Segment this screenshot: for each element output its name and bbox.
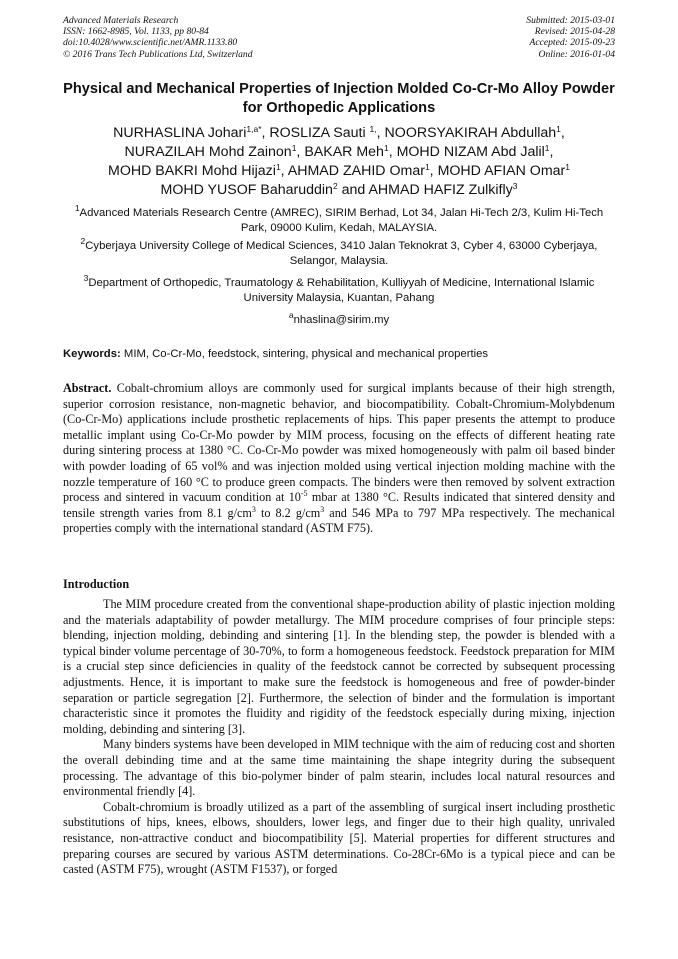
date-submitted: Submitted: 2015-03-01 xyxy=(526,15,615,26)
journal-info xyxy=(63,15,253,60)
author: AHMAD ZAHID Omar$^1$, xyxy=(287,162,438,179)
affiliation-3: $^3$Department of Orthopedic, Traumatology & Rehabilitation, Kulliyyah of Medicine, International Islamic University Malaysia, Kuantan, Pahang xyxy=(83,273,595,304)
author: NURHASLINA Johari$^{1,a*}$, xyxy=(113,124,270,141)
keywords-text: MIM, Co-Cr-Mo, feedstock, sintering, physical and mechanical properties xyxy=(120,348,489,360)
date-accepted: Accepted: 2015-09-23 xyxy=(529,37,615,49)
paper-title: Physical and Mechanical Properties of Injection Molded Co-Cr-Mo Alloy Powder for Orthopedic Applications xyxy=(63,81,615,116)
date-revised: Revised: 2015-04-28 xyxy=(534,26,615,38)
journal-doi: doi:10.4028/www.scientific.net/AMR.1133.80 xyxy=(63,37,238,49)
date-online: Online: 2016-01-04 xyxy=(538,48,615,60)
affiliation-2: $^2$Cyberjaya University College of Medical Sciences, 3410 Jalan Teknokrat 3, Cyber 4, 63000 Cyberjaya, Selangor, Malaysia. xyxy=(80,236,598,267)
author: ROSLIZA Sauti $^{1,}$, xyxy=(269,124,385,141)
publication-dates xyxy=(526,15,615,60)
author: NURAZILAH Mohd Zainon$^1$, xyxy=(124,143,305,160)
journal-copyright: © 2016 Trans Tech Publications Ltd, Switzerland xyxy=(63,48,253,60)
corresponding-email: $^a$nhaslina@sirim.my xyxy=(288,310,390,326)
abstract: Abstract. Cobalt-chromium alloys are commonly used for surgical implants because of their high strength, superior corrosion resistance, non-magnetic behavior, and biocompatibility. Cobalt-Chromium-Molybdenum (Co-Cr-Mo) applications include prosthetic replacements of hips. This paper presents the attempt to produce metallic implant using Co-Cr-Mo powder by MIM process, focusing on the effects of different heating rate during sintering process at 1380 °C. Co-Cr-Mo powder was mixed homogeneously with palm oil based binder with powder loading of 65 vol% and was injection molded using vertical injection molding machine with the nozzle temperature of 160 °C to produce green compacts. The binders were then removed by solvent extraction process and sintered in vacuum condition at $10^{-5}$ mbar at 1380 °C. Results indicated that sintered density and tensile strength varies from 8.1 $g/cm^3$ to 8.2 $g/cm^3$ and 546 MPa to 797 MPa respectively. The mechanical properties comply with the international standard (ASTM F75). xyxy=(63,381,615,536)
author: MOHD NIZAM Abd Jalil$^1$, xyxy=(396,143,554,160)
keywords-label: Keywords: xyxy=(63,348,121,360)
abstract-label: Abstract. xyxy=(63,381,112,395)
author: AHMAD HAFIZ Zulkifly$^3$ xyxy=(368,181,518,198)
introduction-body xyxy=(63,597,615,878)
paragraph: Cobalt-chromium is broadly utilized as a part of the assembling of surgical insert including prosthetic substitutions of hips, knees, elbows, shoulders, lower legs, and finger due to their high quality, unrivaled resistance, non-attractive conduct and biocompatibility [5]. Material properties for different structures and preparing courses are secured by various ASTM determinations. Co-28Cr-6Mo is a typical piece and can be casted (ASTM F75), wrought (ASTM F1537), or forged xyxy=(63,799,615,877)
author: MOHD YUSOF Baharuddin$^2$ and xyxy=(160,181,369,198)
keywords xyxy=(63,347,615,361)
author-list xyxy=(55,124,623,200)
journal-name: Advanced Materials Research xyxy=(63,15,179,26)
author: BAKAR Meh$^1$, xyxy=(304,143,397,160)
author: MOHD BAKRI Mohd Hijazi$^1$, xyxy=(108,162,288,179)
journal-issn: ISSN: 1662-8985, Vol. 1133, pp 80-84 xyxy=(63,26,209,38)
affiliation-1: $^1$Advanced Materials Research Centre (AMREC), SIRIM Berhad, Lot 34, Jalan Hi-Tech 2/3, Kulim Hi-Tech Park, 09000 Kulim, Kedah, MALAYSIA. xyxy=(74,203,604,234)
section-heading-introduction: Introduction xyxy=(63,577,130,591)
author: MOHD AFIAN Omar$^1$ xyxy=(437,162,570,179)
paragraph: Many binders systems have been developed in MIM technique with the aim of reducing cost and shorten the overall debinding time and at the same time maintaining the shape integrity during the subsequent processing. The advantage of this bio-polymer binder of palm stearin, includes local natural resources and environmental friendly [4]. xyxy=(63,737,615,799)
paragraph: The MIM procedure created from the conventional shape-production ability of plastic injection molding and the materials adaptability of powder metallurgy. The MIM procedure comprises of four principle steps: blending, injection molding, debinding and sintering [1]. In the blending step, the powder is blended with a typical binder volume percentage of 30-70%, to form a homogeneous feedstock. Feedstock preparation for MIM is a crucial step since deficiencies in quality of the feedstock cannot be corrected by subsequent processing adjustments. Hence, it is important to make sure the feedstock is homogeneous and free of powder-binder separation or particle segregation [2]. Furthermore, the selection of binder and the formulation is important characteristic since it promotes the fluidity and rigidity of the feedstock especially during mixing, injection molding, debinding and sintering [3]. xyxy=(63,597,615,736)
author: NOORSYAKIRAH Abdullah$^1$, xyxy=(384,124,565,141)
